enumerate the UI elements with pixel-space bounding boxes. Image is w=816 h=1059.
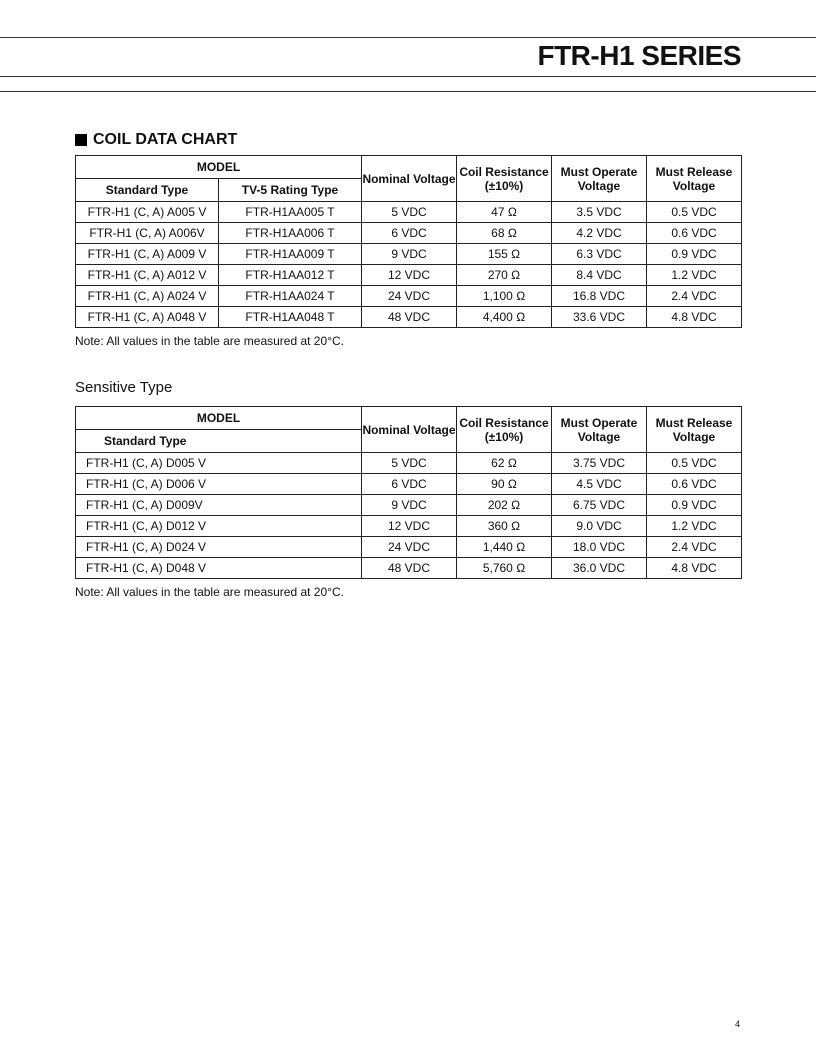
must-release-cell: 0.9 VDC [647, 495, 742, 516]
coil-resistance-cell: 1,100 Ω [457, 286, 552, 307]
model-header: MODEL [76, 156, 362, 179]
must-operate-header: Must Operate Voltage [552, 156, 647, 202]
tv5-type-cell: FTR-H1AA009 T [219, 244, 362, 265]
coil-resistance-cell: 5,760 Ω [457, 558, 552, 579]
must-operate-cell: 6.75 VDC [552, 495, 647, 516]
must-operate-cell: 33.6 VDC [552, 307, 647, 328]
must-operate-cell: 18.0 VDC [552, 537, 647, 558]
table-row [76, 516, 742, 537]
standard-type-cell: FTR-H1 (C, A) D048 V [76, 558, 362, 579]
coil-resistance-cell: 90 Ω [457, 474, 552, 495]
table-row [76, 307, 742, 328]
nominal-voltage-cell: 6 VDC [362, 474, 457, 495]
standard-type-cell: FTR-H1 (C, A) A024 V [76, 286, 219, 307]
table-row [76, 558, 742, 579]
tv5-type-cell: FTR-H1AA005 T [219, 202, 362, 223]
table-row [76, 286, 742, 307]
must-operate-cell: 3.75 VDC [552, 453, 647, 474]
must-release-cell: 4.8 VDC [647, 558, 742, 579]
tv5-type-cell: FTR-H1AA024 T [219, 286, 362, 307]
nominal-voltage-header: Nominal Voltage [362, 407, 457, 453]
table-note: Note: All values in the table are measured at 20°C. [75, 334, 344, 348]
coil-resistance-cell: 68 Ω [457, 223, 552, 244]
must-release-cell: 0.6 VDC [647, 474, 742, 495]
must-release-header: Must Release Voltage [647, 156, 742, 202]
must-release-cell: 2.4 VDC [647, 537, 742, 558]
table-row [76, 223, 742, 244]
header-bottom-rule [0, 91, 816, 92]
page-number: 4 [735, 1019, 741, 1029]
coil-data-table [75, 155, 742, 328]
sensitive-coil-table [75, 406, 742, 579]
nominal-voltage-cell: 9 VDC [362, 244, 457, 265]
nominal-voltage-header: Nominal Voltage [362, 156, 457, 202]
must-operate-cell: 4.5 VDC [552, 474, 647, 495]
must-release-cell: 1.2 VDC [647, 265, 742, 286]
standard-type-header: Standard Type [76, 430, 362, 453]
nominal-voltage-cell: 24 VDC [362, 537, 457, 558]
must-release-cell: 0.5 VDC [647, 453, 742, 474]
coil-resistance-header: Coil Resistance (±10%) [457, 407, 552, 453]
table-row [76, 202, 742, 223]
must-operate-header: Must Operate Voltage [552, 407, 647, 453]
nominal-voltage-cell: 12 VDC [362, 516, 457, 537]
must-release-cell: 0.5 VDC [647, 202, 742, 223]
model-header: MODEL [76, 407, 362, 430]
standard-type-cell: FTR-H1 (C, A) D012 V [76, 516, 362, 537]
square-bullet-icon [75, 134, 87, 146]
standard-type-cell: FTR-H1 (C, A) A048 V [76, 307, 219, 328]
table-row [76, 537, 742, 558]
must-release-cell: 0.6 VDC [647, 223, 742, 244]
must-operate-cell: 6.3 VDC [552, 244, 647, 265]
standard-type-cell: FTR-H1 (C, A) D006 V [76, 474, 362, 495]
standard-type-cell: FTR-H1 (C, A) A006V [76, 223, 219, 244]
coil-resistance-cell: 4,400 Ω [457, 307, 552, 328]
coil-resistance-cell: 1,440 Ω [457, 537, 552, 558]
coil-resistance-header: Coil Resistance (±10%) [457, 156, 552, 202]
table-row [76, 495, 742, 516]
must-release-cell: 0.9 VDC [647, 244, 742, 265]
standard-type-cell: FTR-H1 (C, A) D024 V [76, 537, 362, 558]
coil-resistance-cell: 155 Ω [457, 244, 552, 265]
table-row [76, 244, 742, 265]
nominal-voltage-cell: 9 VDC [362, 495, 457, 516]
tv5-type-header: TV-5 Rating Type [219, 179, 362, 202]
standard-type-cell: FTR-H1 (C, A) A009 V [76, 244, 219, 265]
coil-resistance-cell: 360 Ω [457, 516, 552, 537]
nominal-voltage-cell: 6 VDC [362, 223, 457, 244]
standard-type-cell: FTR-H1 (C, A) A012 V [76, 265, 219, 286]
standard-type-cell: FTR-H1 (C, A) D009V [76, 495, 362, 516]
nominal-voltage-cell: 5 VDC [362, 453, 457, 474]
must-operate-cell: 16.8 VDC [552, 286, 647, 307]
must-release-cell: 1.2 VDC [647, 516, 742, 537]
table-row [76, 453, 742, 474]
section-heading [75, 131, 237, 149]
must-operate-cell: 9.0 VDC [552, 516, 647, 537]
must-operate-cell: 8.4 VDC [552, 265, 647, 286]
standard-type-cell: FTR-H1 (C, A) A005 V [76, 202, 219, 223]
must-release-cell: 4.8 VDC [647, 307, 742, 328]
page-title: FTR-H1 SERIES [537, 40, 741, 71]
coil-resistance-cell: 270 Ω [457, 265, 552, 286]
must-operate-cell: 3.5 VDC [552, 202, 647, 223]
coil-resistance-cell: 202 Ω [457, 495, 552, 516]
nominal-voltage-cell: 48 VDC [362, 307, 457, 328]
nominal-voltage-cell: 48 VDC [362, 558, 457, 579]
nominal-voltage-cell: 24 VDC [362, 286, 457, 307]
tv5-type-cell: FTR-H1AA048 T [219, 307, 362, 328]
nominal-voltage-cell: 12 VDC [362, 265, 457, 286]
standard-type-header: Standard Type [76, 179, 219, 202]
must-release-header: Must Release Voltage [647, 407, 742, 453]
table-row [76, 265, 742, 286]
table-note: Note: All values in the table are measured at 20°C. [75, 585, 344, 599]
standard-type-cell: FTR-H1 (C, A) D005 V [76, 453, 362, 474]
title-underline-rule [0, 76, 816, 77]
tv5-type-cell: FTR-H1AA012 T [219, 265, 362, 286]
must-release-cell: 2.4 VDC [647, 286, 742, 307]
must-operate-cell: 4.2 VDC [552, 223, 647, 244]
top-rule [0, 37, 816, 38]
tv5-type-cell: FTR-H1AA006 T [219, 223, 362, 244]
coil-resistance-cell: 62 Ω [457, 453, 552, 474]
table-row [76, 474, 742, 495]
coil-resistance-cell: 47 Ω [457, 202, 552, 223]
must-operate-cell: 36.0 VDC [552, 558, 647, 579]
nominal-voltage-cell: 5 VDC [362, 202, 457, 223]
section-title: COIL DATA CHART [93, 131, 238, 148]
sensitive-type-title: Sensitive Type [75, 379, 173, 396]
